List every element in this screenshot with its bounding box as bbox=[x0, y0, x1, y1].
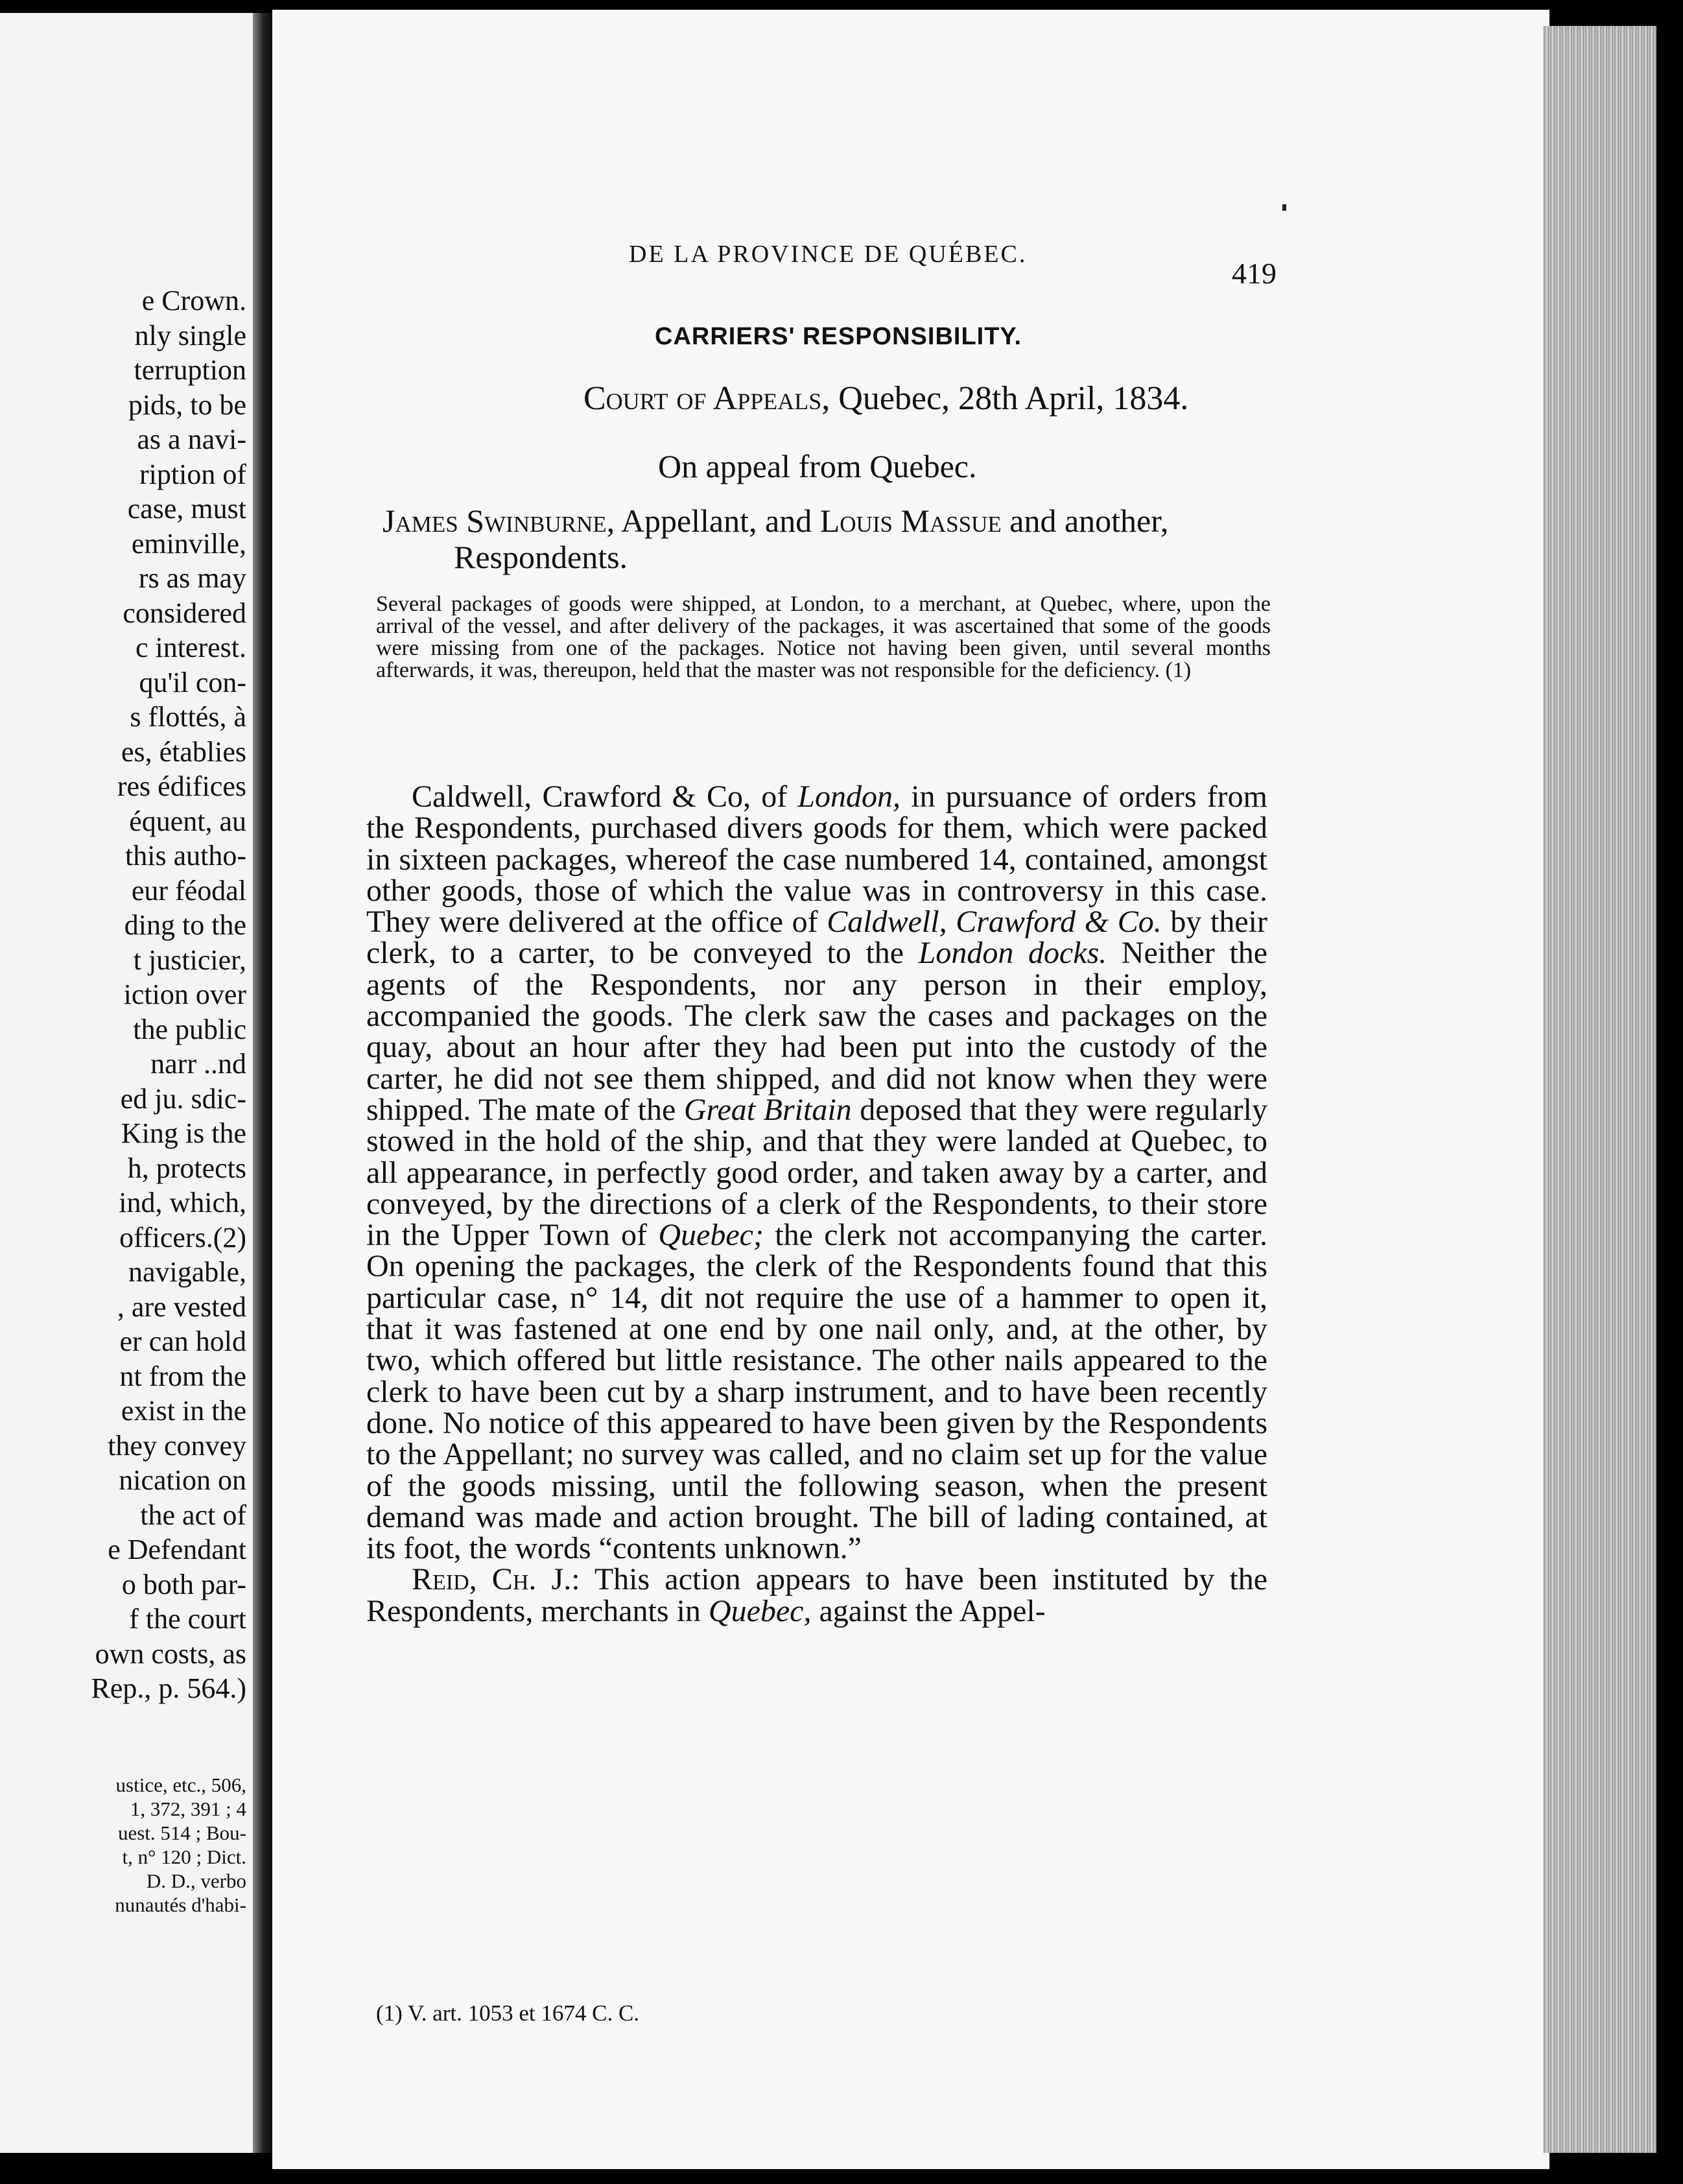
facing-page-line: nt from the bbox=[119, 1360, 246, 1392]
facing-page-line: officers.(2) bbox=[119, 1221, 246, 1253]
facing-page-line: eminville, bbox=[131, 527, 246, 560]
facing-page-line: pids, to be bbox=[128, 388, 246, 421]
facing-page-line: t justicier, bbox=[133, 944, 246, 976]
facing-page-line: ed ju. sdic- bbox=[120, 1082, 246, 1115]
facing-page-note: ustice, etc., 506, bbox=[115, 1774, 246, 1796]
respondent-role: and another, bbox=[1009, 503, 1169, 539]
facing-page-line: considered bbox=[123, 597, 246, 629]
paragraph-facts bbox=[366, 781, 1267, 1564]
body-text bbox=[366, 781, 1267, 1627]
facing-page-line: ding to the bbox=[124, 909, 246, 941]
italic-run: Quebec, bbox=[708, 1593, 812, 1628]
italic-run: Caldwell, Crawford & Co. bbox=[827, 905, 1162, 940]
footnote: (1) V. art. 1053 et 1674 C. C. bbox=[376, 2000, 640, 2026]
speck bbox=[1282, 204, 1286, 211]
facing-page-line: nication on bbox=[119, 1464, 246, 1496]
text-run: deposed that they were regularly stowed in the hold of the ship, and that they were landed at Quebec, to all appearance, in perfectly good order, and taken away by a carter, and conveyed, by the directions of a clerk of the Respondents, to their store in the Upper Town of bbox=[366, 1092, 1267, 1253]
text-run: Caldwell, Crawford & Co, of bbox=[412, 779, 798, 814]
facing-page-line: es, établies bbox=[121, 735, 246, 768]
appellant-name: James Swinburne, bbox=[383, 503, 615, 539]
facing-page-note: 1, 372, 391 ; 4 bbox=[130, 1798, 246, 1820]
appeal-from: On appeal from Quebec. bbox=[658, 448, 977, 484]
text-run: by their clerk, to a carter, to be conveyed to the bbox=[366, 905, 1267, 971]
facing-page-line: exist in the bbox=[121, 1395, 246, 1427]
facing-page-line: c interest. bbox=[135, 632, 246, 663]
facing-page-line: eur féodal bbox=[131, 874, 246, 907]
facing-page-line: ription of bbox=[139, 458, 246, 490]
page-edges bbox=[1543, 26, 1656, 2153]
facing-page-note: t, n° 120 ; Dict. bbox=[122, 1846, 246, 1868]
facing-page-line: h, protects bbox=[127, 1152, 246, 1184]
facing-page-line: , are vested bbox=[117, 1290, 246, 1323]
facing-page-line: King is the bbox=[121, 1117, 246, 1149]
facing-page-line: res édifices bbox=[117, 770, 246, 802]
facing-page-note: uest. 514 ; Bou- bbox=[117, 1822, 246, 1844]
text-run: the clerk not accompanying the carter. On opening the packages, the clerk of the Respondents found that this particular case, n° 14, dit not require the use of a hammer to open it, that it was fastened at one end by one nail only, and, at the other, by two, which offered but little resistance. The other nails appeared to the clerk to have been cut by a sharp instrument, and to have been recently done. No notice of this appeared to have been given by the Respondents to the Appellant; no survey was called, and no claim set up for the value of the goods missing, until the following season, when the present demand was made and action brought. The bill of lading contained, at its foot, the words “contents unknown.” bbox=[366, 1218, 1267, 1566]
facing-page-line: qu'il con- bbox=[139, 666, 246, 698]
court-line bbox=[583, 379, 1188, 418]
facing-page-fragment bbox=[0, 13, 253, 2153]
appellant-role: Appellant, and bbox=[620, 503, 812, 539]
headnote: Several packages of goods were shipped, at London, to a merchant, at Quebec, where, upon the arrival of the vessel, and after delivery of the packages, it was ascertained that some of the goods were missing from one of the packages. Notice not having been given, until several months afterwards, it was, thereupon, held that the master was not responsible for the deficiency. (1) bbox=[376, 592, 1271, 682]
italic-run: Quebec; bbox=[658, 1218, 764, 1253]
facing-page-note: D. D., verbo bbox=[146, 1869, 246, 1892]
facing-page-line: équent, au bbox=[129, 805, 246, 837]
facing-page-line: own costs, as bbox=[95, 1637, 246, 1670]
facing-page-line: ind, which, bbox=[119, 1187, 246, 1218]
facing-page-line: they convey bbox=[108, 1429, 246, 1462]
facing-page-line: terruption bbox=[134, 354, 246, 386]
facing-page-line: the act of bbox=[140, 1499, 246, 1531]
italic-run: Great Britain bbox=[683, 1092, 852, 1127]
case-title: CARRIERS' RESPONSIBILITY. bbox=[655, 323, 1022, 350]
facing-page-line: o both par- bbox=[121, 1568, 246, 1600]
facing-page-line: case, must bbox=[127, 493, 246, 525]
facing-page-line: this autho- bbox=[125, 840, 246, 872]
facing-page-line: as a navi- bbox=[137, 423, 246, 455]
respondent-role-cont: Respondents. bbox=[454, 539, 628, 575]
respondent-name: Louis Massue bbox=[819, 503, 1002, 539]
page-number: 419 bbox=[1232, 257, 1277, 290]
text-run: in pursuance of orders from the Respondents, purchased divers goods for them, which were packed in sixteen packages, whereof the case numbered 14, contained, amongst other goods, those of which the value was in controversy in this case. They were delivered at the office of bbox=[366, 779, 1267, 940]
paragraph-judgment bbox=[366, 1564, 1267, 1627]
facing-page-note: nunautés d'habi- bbox=[115, 1893, 246, 1916]
facing-page-line: iction over bbox=[123, 979, 246, 1010]
facing-page-line: the public bbox=[133, 1013, 246, 1045]
facing-page-line: e Crown. bbox=[141, 285, 246, 316]
judge-name: Reid, Ch. J. bbox=[412, 1562, 572, 1597]
facing-page-line: s flottés, à bbox=[130, 701, 246, 733]
facing-page-line: rs as may bbox=[138, 562, 246, 594]
text-run: Neither the agents of the Respondents, nor any person in their employ, accompanied the goods. The clerk saw the cases and packages on the quay, about an hour after they had been put into the custody of the carter, he did not see them shipped, and did not know when they were shipped. The mate of the bbox=[366, 936, 1267, 1127]
parties bbox=[383, 503, 1290, 575]
italic-run: London docks. bbox=[918, 936, 1107, 971]
facing-page-line: e Defendant bbox=[108, 1534, 246, 1565]
text-run: against the Appel- bbox=[811, 1593, 1046, 1628]
facing-page-line: narr ..nd bbox=[150, 1048, 246, 1080]
text-run: : This action appears to have been instituted by the Respondents, merchants in bbox=[366, 1562, 1267, 1628]
court-date: Quebec, 28th April, 1834. bbox=[838, 380, 1189, 417]
facing-page-line: nly single bbox=[134, 319, 246, 351]
facing-page-line: navigable, bbox=[128, 1256, 246, 1288]
facing-page-line: er can hold bbox=[119, 1325, 246, 1357]
court-name: Court of Appeals, bbox=[583, 380, 830, 417]
running-head: DE LA PROVINCE DE QUÉBEC. bbox=[629, 241, 1028, 268]
facing-page-line: f the court bbox=[129, 1603, 246, 1635]
facing-page-line: Rep., p. 564.) bbox=[91, 1672, 246, 1704]
italic-run: London, bbox=[797, 779, 901, 814]
